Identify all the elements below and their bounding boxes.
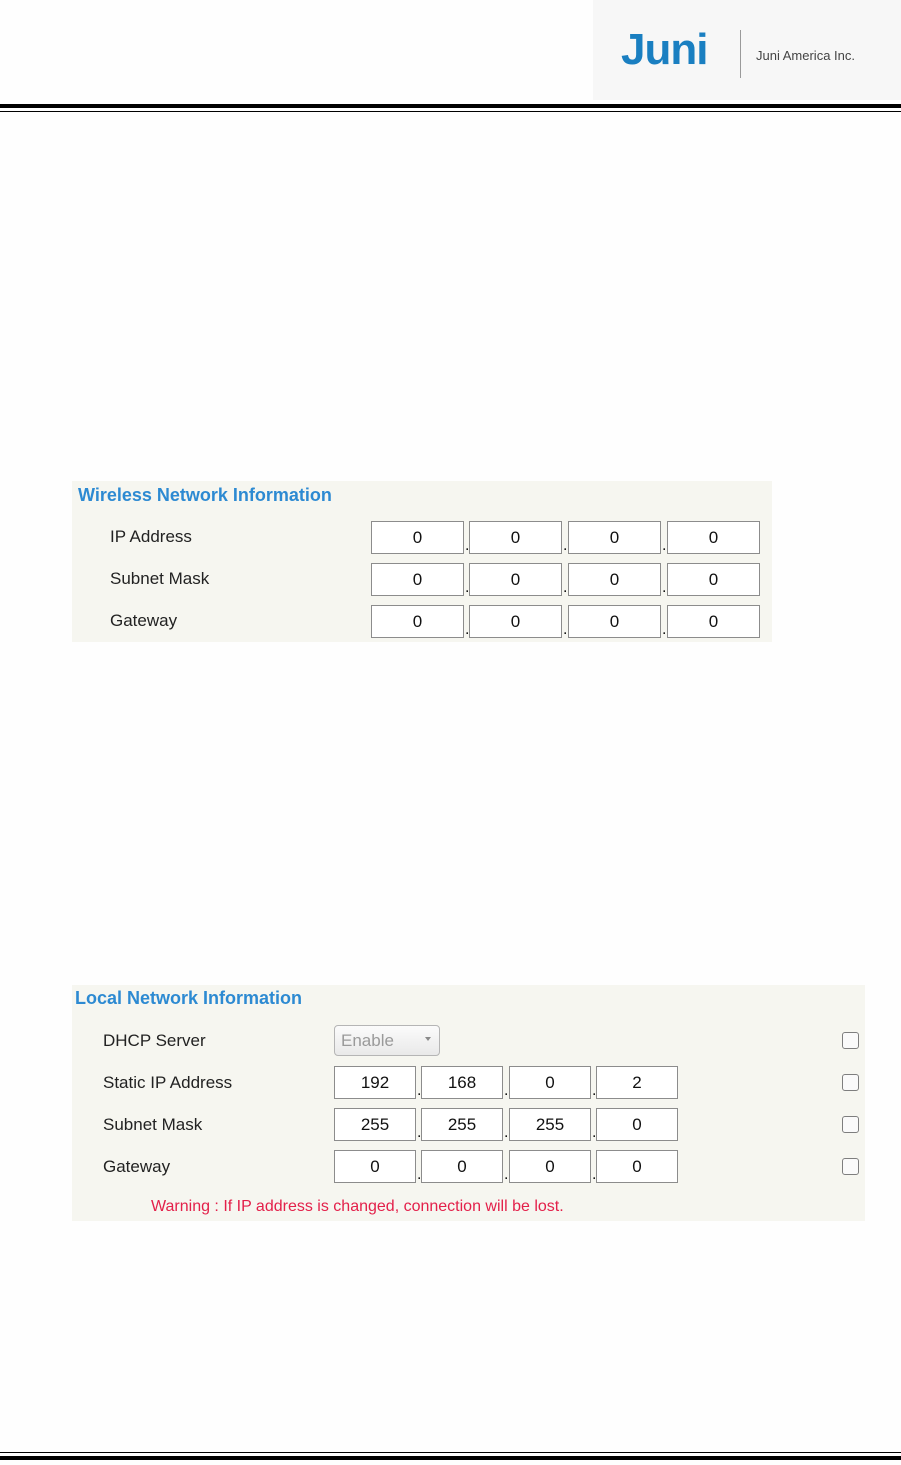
footer-rule-thin	[0, 1452, 901, 1453]
wireless-gateway-label: Gateway	[110, 611, 178, 630]
ip-change-warning: Warning : If IP address is changed, connection will be lost.	[151, 1198, 564, 1215]
local-subnet-checkbox[interactable]	[842, 1116, 859, 1133]
local-subnet-label: Subnet Mask	[103, 1115, 203, 1134]
dhcp-server-checkbox[interactable]	[842, 1032, 859, 1049]
company-name: Juni America Inc.	[756, 48, 855, 63]
wireless-gateway-octet-4[interactable]: 0	[667, 605, 760, 638]
local-network-panel	[72, 985, 865, 1221]
wireless-gateway-octet-2[interactable]: 0	[469, 605, 562, 638]
octet-separator: .	[592, 1166, 597, 1183]
static-ip-label: Static IP Address	[103, 1073, 233, 1092]
octet-separator: .	[563, 579, 568, 596]
static-ip-octet-2[interactable]: 168	[421, 1066, 503, 1099]
wireless-subnet-octet-2[interactable]: 0	[469, 563, 562, 596]
wireless-subnet-octet-1[interactable]: 0	[371, 563, 464, 596]
wireless-subnet-label: Subnet Mask	[110, 569, 210, 588]
octet-separator: .	[504, 1124, 509, 1141]
octet-separator: .	[563, 537, 568, 554]
octet-separator: .	[662, 537, 667, 554]
octet-separator: .	[504, 1082, 509, 1099]
company-logo	[593, 0, 901, 100]
octet-separator: .	[592, 1124, 597, 1141]
local-subnet-octet-4[interactable]: 0	[596, 1108, 678, 1141]
wireless-ip-octet-3[interactable]: 0	[568, 521, 661, 554]
static-ip-checkbox[interactable]	[842, 1074, 859, 1091]
wireless-gateway-octet-3[interactable]: 0	[568, 605, 661, 638]
local-subnet-octet-1[interactable]: 255	[334, 1108, 416, 1141]
static-ip-octet-4[interactable]: 2	[596, 1066, 678, 1099]
local-gateway-octet-3[interactable]: 0	[509, 1150, 591, 1183]
octet-separator: .	[417, 1166, 422, 1183]
local-gateway-octet-1[interactable]: 0	[334, 1150, 416, 1183]
header-rule-thin	[0, 111, 901, 112]
local-gateway-label: Gateway	[103, 1157, 171, 1176]
wireless-subnet-octet-3[interactable]: 0	[568, 563, 661, 596]
dhcp-server-label: DHCP Server	[103, 1031, 206, 1050]
footer-rule-thick	[0, 1456, 901, 1460]
logo-divider	[740, 30, 741, 78]
octet-separator: .	[592, 1082, 597, 1099]
wireless-ip-octet-1[interactable]: 0	[371, 521, 464, 554]
wireless-network-panel	[72, 481, 772, 642]
dhcp-server-select[interactable]	[334, 1025, 440, 1056]
static-ip-octet-3[interactable]: 0	[509, 1066, 591, 1099]
wireless-panel-title: Wireless Network Information	[78, 485, 332, 505]
static-ip-octet-1[interactable]: 192	[334, 1066, 416, 1099]
chevron-down-icon	[425, 1037, 431, 1041]
wireless-ip-label: IP Address	[110, 527, 192, 546]
local-subnet-octet-2[interactable]: 255	[421, 1108, 503, 1141]
octet-separator: .	[465, 537, 470, 554]
octet-separator: .	[417, 1082, 422, 1099]
wireless-gateway-octet-1[interactable]: 0	[371, 605, 464, 638]
octet-separator: .	[563, 621, 568, 638]
octet-separator: .	[662, 579, 667, 596]
octet-separator: .	[504, 1166, 509, 1183]
logo-wordmark: Juni	[621, 25, 708, 74]
wireless-subnet-octet-4[interactable]: 0	[667, 563, 760, 596]
octet-separator: .	[417, 1124, 422, 1141]
header-rule-thick	[0, 104, 901, 108]
local-subnet-octet-3[interactable]: 255	[509, 1108, 591, 1141]
local-gateway-octet-4[interactable]: 0	[596, 1150, 678, 1183]
local-panel-title: Local Network Information	[75, 988, 303, 1008]
local-gateway-octet-2[interactable]: 0	[421, 1150, 503, 1183]
octet-separator: .	[662, 621, 667, 638]
octet-separator: .	[465, 621, 470, 638]
dhcp-server-value: Enable	[341, 1031, 394, 1050]
local-gateway-checkbox[interactable]	[842, 1158, 859, 1175]
wireless-ip-octet-4[interactable]: 0	[667, 521, 760, 554]
wireless-ip-octet-2[interactable]: 0	[469, 521, 562, 554]
octet-separator: .	[465, 579, 470, 596]
